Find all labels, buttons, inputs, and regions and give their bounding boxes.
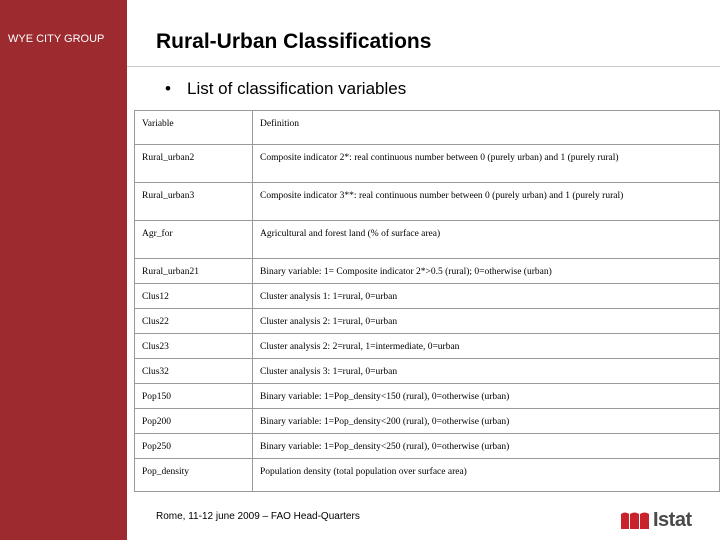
group-label: WYE CITY GROUP [8, 33, 105, 45]
header-cell-variable: Variable [135, 111, 253, 145]
bullet-text: List of classification variables [187, 79, 407, 98]
definition-cell: Cluster analysis 2: 2=rural, 1=intermediate, 0=urban [253, 334, 720, 359]
variable-cell: Clus23 [135, 334, 253, 359]
bullet-symbol: • [165, 79, 171, 98]
definition-cell: Population density (total population over surface area) [253, 459, 720, 492]
footer-text: Rome, 11-12 june 2009 – FAO Head-Quarters [156, 511, 360, 522]
table-row [135, 221, 720, 259]
table-row [135, 259, 720, 284]
table-row [135, 145, 720, 183]
table-row [135, 409, 720, 434]
variable-cell: Clus22 [135, 309, 253, 334]
header-cell-definition: Definition [253, 111, 720, 145]
variable-cell: Rural_urban3 [135, 183, 253, 221]
table-row [135, 183, 720, 221]
definition-cell: Binary variable: 1=Pop_density<150 (rural), 0=otherwise (urban) [253, 384, 720, 409]
sidebar-band [0, 0, 127, 540]
definition-cell: Binary variable: 1=Pop_density<200 (rural), 0=otherwise (urban) [253, 409, 720, 434]
page-title: Rural-Urban Classifications [156, 30, 432, 53]
variable-cell: Rural_urban2 [135, 145, 253, 183]
definition-cell: Binary variable: 1=Pop_density<250 (rural), 0=otherwise (urban) [253, 434, 720, 459]
table-row [135, 309, 720, 334]
definition-cell: Agricultural and forest land (% of surface area) [253, 221, 720, 259]
table-row [135, 384, 720, 409]
variable-cell: Clus32 [135, 359, 253, 384]
istat-logo [620, 508, 692, 532]
table-row [135, 434, 720, 459]
title-divider [127, 66, 720, 67]
definition-cell: Composite indicator 2*: real continuous number between 0 (purely urban) and 1 (purely rural) [253, 145, 720, 183]
table-row [135, 334, 720, 359]
definition-cell: Composite indicator 3**: real continuous number between 0 (purely urban) and 1 (purely rural) [253, 183, 720, 221]
definition-cell: Cluster analysis 3: 1=rural, 0=urban [253, 359, 720, 384]
istat-logo-text: Istat [653, 508, 692, 531]
bullet-item [165, 79, 406, 99]
variable-cell: Pop_density [135, 459, 253, 492]
variables-table [134, 110, 720, 492]
variable-cell: Pop150 [135, 384, 253, 409]
table-row [135, 284, 720, 309]
variable-cell: Pop250 [135, 434, 253, 459]
variable-cell: Pop200 [135, 409, 253, 434]
variable-cell: Agr_for [135, 221, 253, 259]
definition-cell: Cluster analysis 2: 1=rural, 0=urban [253, 309, 720, 334]
table-row [135, 359, 720, 384]
table-header-row [135, 111, 720, 145]
table-row [135, 459, 720, 492]
variable-cell: Rural_urban21 [135, 259, 253, 284]
definition-cell: Binary variable: 1= Composite indicator 2*>0.5 (rural); 0=otherwise (urban) [253, 259, 720, 284]
definition-cell: Cluster analysis 1: 1=rural, 0=urban [253, 284, 720, 309]
variable-cell: Clus12 [135, 284, 253, 309]
istat-logo-icon [620, 510, 650, 530]
